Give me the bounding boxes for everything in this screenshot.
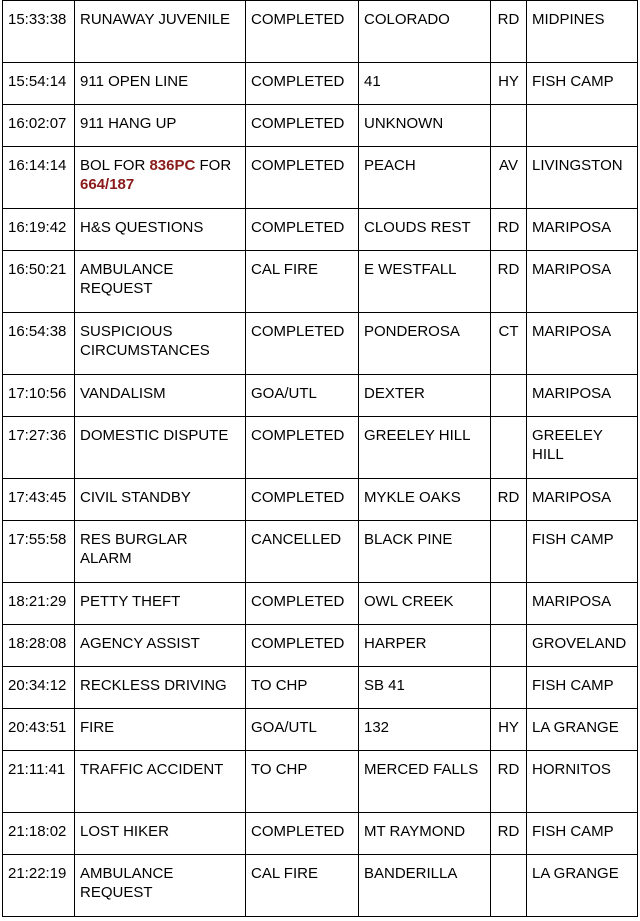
call-type-cell: 911 HANG UP (75, 105, 246, 147)
street-cell: GREELEY HILL (359, 417, 491, 479)
penal-code-highlight: 836PC (149, 157, 196, 174)
city-cell: LA GRANGE (527, 855, 638, 917)
time-cell: 16:19:42 (3, 209, 75, 251)
city-cell: FISH CAMP (527, 813, 638, 855)
street-suffix-cell: RD (491, 479, 527, 521)
call-type-cell: TRAFFIC ACCIDENT (75, 751, 246, 813)
call-type-cell: FIRE (75, 709, 246, 751)
city-cell: MARIPOSA (527, 251, 638, 313)
status-cell: COMPLETED (246, 147, 359, 209)
street-cell: SB 41 (359, 667, 491, 709)
call-type-cell: AMBULANCE REQUEST (75, 251, 246, 313)
call-type-cell: H&S QUESTIONS (75, 209, 246, 251)
street-cell: BLACK PINE (359, 521, 491, 583)
street-suffix-cell: RD (491, 251, 527, 313)
time-cell: 18:21:29 (3, 583, 75, 625)
time-cell: 15:54:14 (3, 63, 75, 105)
call-type-cell: AMBULANCE REQUEST (75, 855, 246, 917)
penal-code-highlight: 664/187 (80, 176, 135, 193)
time-cell: 20:43:51 (3, 709, 75, 751)
time-cell: 16:54:38 (3, 313, 75, 375)
street-cell: OWL CREEK (359, 583, 491, 625)
status-cell: COMPLETED (246, 63, 359, 105)
time-cell: 17:55:58 (3, 521, 75, 583)
street-cell: MYKLE OAKS (359, 479, 491, 521)
table-row (3, 583, 638, 625)
table-row (3, 1, 638, 63)
street-cell: BANDERILLA (359, 855, 491, 917)
time-cell: 20:34:12 (3, 667, 75, 709)
status-cell: COMPLETED (246, 209, 359, 251)
street-cell: MERCED FALLS (359, 751, 491, 813)
city-cell: MARIPOSA (527, 313, 638, 375)
status-cell: COMPLETED (246, 105, 359, 147)
table-row (3, 375, 638, 417)
city-cell: FISH CAMP (527, 667, 638, 709)
time-cell: 17:10:56 (3, 375, 75, 417)
street-suffix-cell (491, 855, 527, 917)
call-type-cell: CIVIL STANDBY (75, 479, 246, 521)
status-cell: CAL FIRE (246, 855, 359, 917)
street-suffix-cell: RD (491, 751, 527, 813)
status-cell: CANCELLED (246, 521, 359, 583)
call-type-cell (75, 147, 246, 209)
street-cell: MT RAYMOND (359, 813, 491, 855)
table-row (3, 751, 638, 813)
table-row (3, 417, 638, 479)
street-suffix-cell (491, 375, 527, 417)
time-cell: 21:22:19 (3, 855, 75, 917)
table-row (3, 813, 638, 855)
city-cell: FISH CAMP (527, 521, 638, 583)
call-type-cell: RES BURGLAR ALARM (75, 521, 246, 583)
time-cell: 21:18:02 (3, 813, 75, 855)
street-suffix-cell: HY (491, 709, 527, 751)
table-row (3, 63, 638, 105)
street-cell: DEXTER (359, 375, 491, 417)
status-cell: COMPLETED (246, 417, 359, 479)
table-row (3, 251, 638, 313)
table-row (3, 105, 638, 147)
call-type-cell: SUSPICIOUS CIRCUMSTANCES (75, 313, 246, 375)
street-cell: COLORADO (359, 1, 491, 63)
table-row (3, 147, 638, 209)
status-cell: COMPLETED (246, 313, 359, 375)
table-row (3, 313, 638, 375)
time-cell: 16:14:14 (3, 147, 75, 209)
status-cell: COMPLETED (246, 479, 359, 521)
city-cell: MARIPOSA (527, 375, 638, 417)
table-row (3, 521, 638, 583)
call-type-text: FOR (195, 157, 232, 174)
street-suffix-cell (491, 417, 527, 479)
city-cell: FISH CAMP (527, 63, 638, 105)
status-cell: CAL FIRE (246, 251, 359, 313)
status-cell: TO CHP (246, 751, 359, 813)
street-suffix-cell: RD (491, 813, 527, 855)
street-cell: PEACH (359, 147, 491, 209)
call-type-cell: RECKLESS DRIVING (75, 667, 246, 709)
table-row (3, 855, 638, 917)
city-cell: GROVELAND (527, 625, 638, 667)
street-suffix-cell: AV (491, 147, 527, 209)
street-suffix-cell (491, 667, 527, 709)
time-cell: 16:02:07 (3, 105, 75, 147)
status-cell: COMPLETED (246, 1, 359, 63)
status-cell: GOA/UTL (246, 709, 359, 751)
status-cell: COMPLETED (246, 583, 359, 625)
status-cell: GOA/UTL (246, 375, 359, 417)
city-cell: HORNITOS (527, 751, 638, 813)
table-row (3, 209, 638, 251)
call-type-cell: LOST HIKER (75, 813, 246, 855)
city-cell: MARIPOSA (527, 583, 638, 625)
call-type-cell: AGENCY ASSIST (75, 625, 246, 667)
call-type-cell: 911 OPEN LINE (75, 63, 246, 105)
city-cell: LIVINGSTON (527, 147, 638, 209)
call-type-cell: PETTY THEFT (75, 583, 246, 625)
street-suffix-cell: HY (491, 63, 527, 105)
street-suffix-cell (491, 625, 527, 667)
call-log-body (3, 1, 638, 917)
street-cell: HARPER (359, 625, 491, 667)
city-cell: MARIPOSA (527, 479, 638, 521)
table-row (3, 667, 638, 709)
table-row (3, 479, 638, 521)
time-cell: 15:33:38 (3, 1, 75, 63)
street-suffix-cell: RD (491, 209, 527, 251)
call-type-text: BOL FOR (80, 157, 150, 174)
street-cell: 132 (359, 709, 491, 751)
table-row (3, 625, 638, 667)
street-cell: UNKNOWN (359, 105, 491, 147)
status-cell: COMPLETED (246, 625, 359, 667)
street-suffix-cell (491, 583, 527, 625)
street-suffix-cell: RD (491, 1, 527, 63)
time-cell: 21:11:41 (3, 751, 75, 813)
city-cell: MIDPINES (527, 1, 638, 63)
status-cell: TO CHP (246, 667, 359, 709)
table-row (3, 709, 638, 751)
city-cell: GREELEY HILL (527, 417, 638, 479)
street-cell: E WESTFALL (359, 251, 491, 313)
status-cell: COMPLETED (246, 813, 359, 855)
time-cell: 17:43:45 (3, 479, 75, 521)
street-suffix-cell: CT (491, 313, 527, 375)
call-type-cell: RUNAWAY JUVENILE (75, 1, 246, 63)
call-type-cell: DOMESTIC DISPUTE (75, 417, 246, 479)
street-cell: PONDEROSA (359, 313, 491, 375)
time-cell: 16:50:21 (3, 251, 75, 313)
street-cell: CLOUDS REST (359, 209, 491, 251)
time-cell: 18:28:08 (3, 625, 75, 667)
street-cell: 41 (359, 63, 491, 105)
city-cell (527, 105, 638, 147)
city-cell: LA GRANGE (527, 709, 638, 751)
call-log-table (2, 0, 638, 917)
street-suffix-cell (491, 521, 527, 583)
time-cell: 17:27:36 (3, 417, 75, 479)
street-suffix-cell (491, 105, 527, 147)
call-type-cell: VANDALISM (75, 375, 246, 417)
city-cell: MARIPOSA (527, 209, 638, 251)
